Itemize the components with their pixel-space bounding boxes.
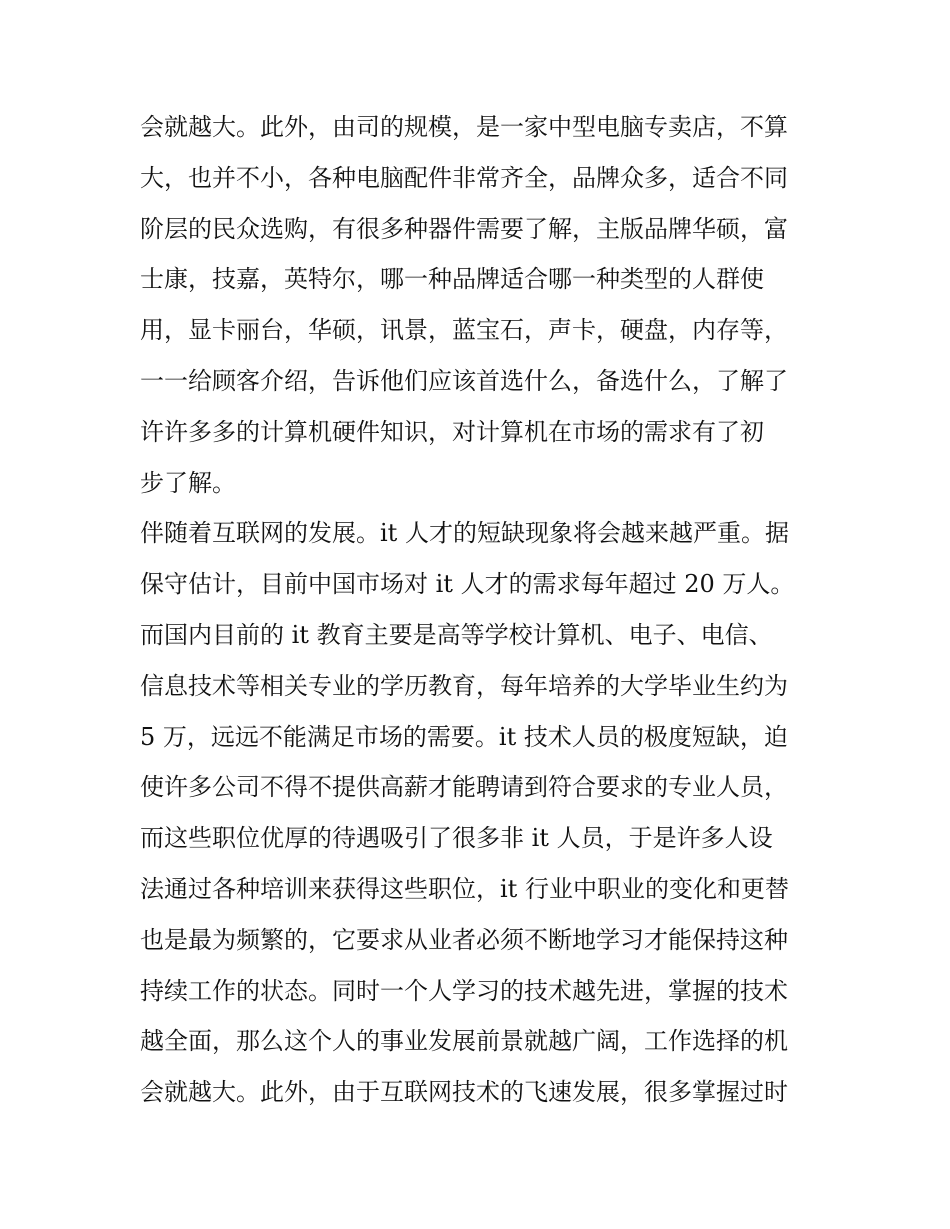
text-line: 保守估计，目前中国市场对 it 人才的需求每年超过 20 万人。 xyxy=(140,570,795,599)
text-line: 会就越大。此外，由司的规模，是一家中型电脑专卖店，不算 xyxy=(140,113,788,141)
text-line: 伴随着互联网的发展。it 人才的短缺现象将会越来越严重。据 xyxy=(140,519,789,548)
text-line: 一一给顾客介绍，告诉他们应该首选什么，备选什么，了解了 xyxy=(140,366,788,395)
text-line: 用，显卡丽台，华硕，讯景，蓝宝石，声卡，硬盘，内存等， xyxy=(140,316,788,345)
text-line: 阶层的民众选购，有很多种器件需要了解，主版品牌华硕，富 xyxy=(140,214,788,243)
text-line: 信息技术等相关专业的学历教育，每年培养的大学毕业生约为 xyxy=(140,671,788,700)
text-line: 越全面，那么这个人的事业发展前景就越广阔，工作选择的机 xyxy=(140,1027,788,1056)
text-line: 而这些职位优厚的待遇吸引了很多非 it 人员，于是许多人设 xyxy=(140,824,773,853)
body-text xyxy=(140,102,820,1118)
text-line: 使许多公司不得不提供高薪才能聘请到符合要求的专业人员， xyxy=(140,773,788,802)
text-line: 步了解。 xyxy=(140,468,236,497)
text-line: 大，也并不小，各种电脑配件非常齐全，品牌众多，适合不同 xyxy=(140,163,788,192)
text-line: 许许多多的计算机硬件知识，对计算机在市场的需求有了初 xyxy=(140,417,764,446)
text-line: 而国内目前的 it 教育主要是高等学校计算机、电子、电信、 xyxy=(140,620,773,649)
text-line: 5 万，远远不能满足市场的需要。it 技术人员的极度短缺，迫 xyxy=(140,722,788,751)
text-line: 法通过各种培训来获得这些职位，it 行业中职业的变化和更替 xyxy=(140,874,789,903)
text-line: 持续工作的状态。同时一个人学习的技术越先进，掌握的技术 xyxy=(140,976,788,1005)
text-line: 士康，技嘉，英特尔，哪一种品牌适合哪一种类型的人群使 xyxy=(140,265,764,294)
text-line: 也是最为频繁的，它要求从业者必须不断地学习才能保持这种 xyxy=(140,925,788,954)
text-line: 会就越大。此外，由于互联网技术的飞速发展，很多掌握过时 xyxy=(140,1078,788,1107)
